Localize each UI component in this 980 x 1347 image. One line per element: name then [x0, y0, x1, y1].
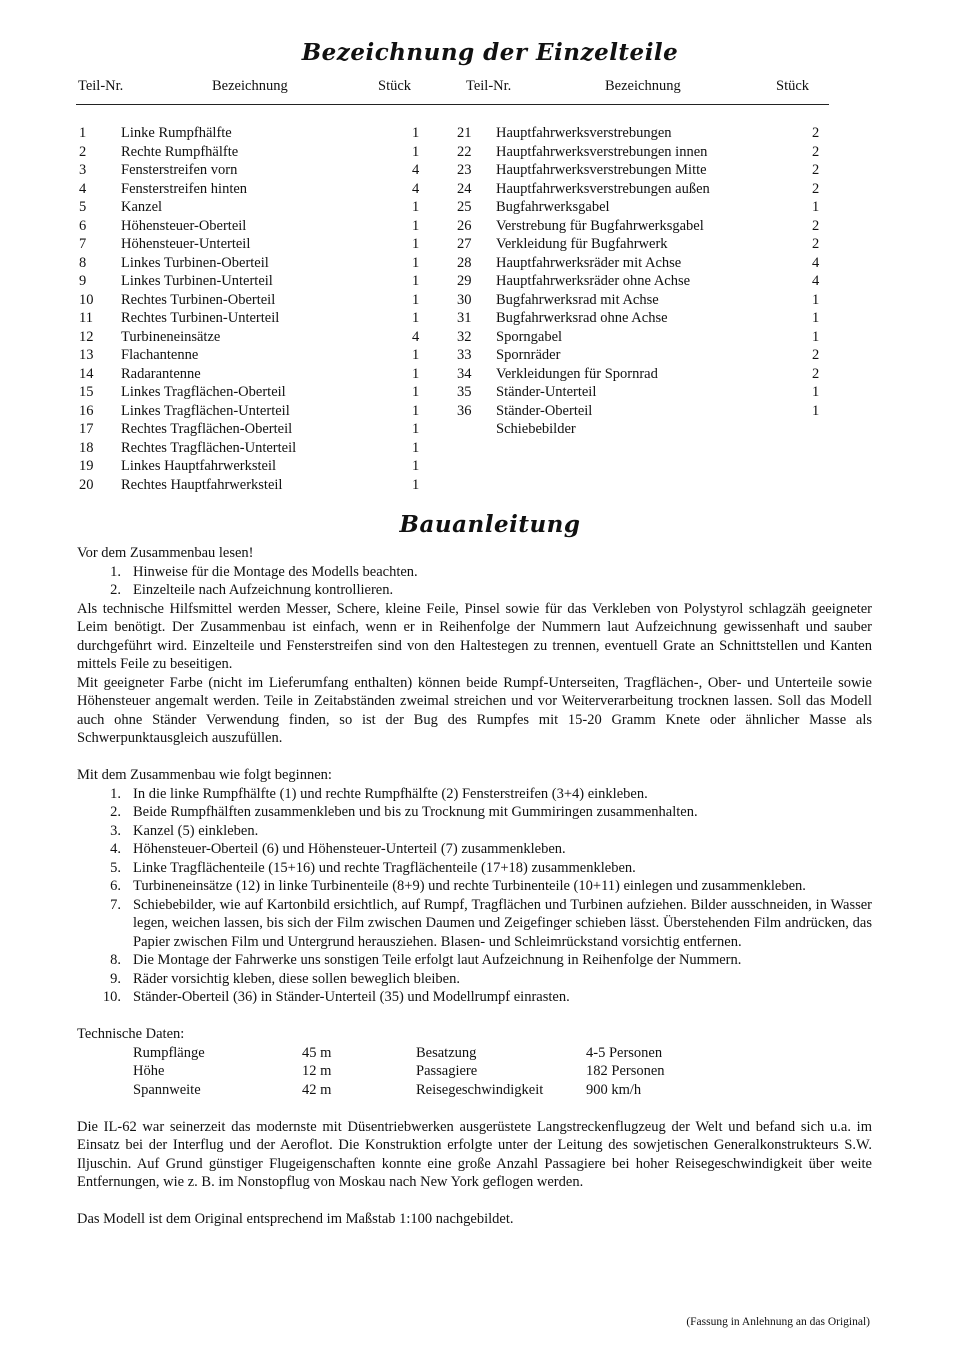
- part-number: 34: [457, 365, 472, 382]
- part-quantity: 1: [412, 365, 420, 382]
- part-quantity: 4: [412, 328, 420, 345]
- part-row: [0, 365, 440, 384]
- part-number: 32: [457, 328, 472, 345]
- tech-v1: 42 m: [302, 1081, 332, 1098]
- item-text: Ständer-Oberteil (36) in Ständer-Unterteil (35) und Modellrumpf einrasten.: [133, 989, 570, 1005]
- item-number: 1.: [110, 785, 121, 802]
- tech-l1: Spannweite: [133, 1081, 201, 1098]
- part-quantity: 1: [812, 402, 820, 419]
- part-row: [440, 217, 840, 236]
- part-row: [0, 420, 440, 439]
- part-name: Hauptfahrwerksverstrebungen Mitte: [496, 162, 707, 178]
- part-row: [0, 328, 440, 347]
- list-item: [77, 840, 872, 859]
- part-number: 27: [457, 236, 472, 252]
- part-name: Sporngabel: [496, 328, 563, 345]
- tech-v2: 4-5 Personen: [586, 1044, 663, 1061]
- list-item: [77, 581, 872, 600]
- part-number: 21: [457, 125, 472, 141]
- tech-v1: 12 m: [302, 1063, 332, 1079]
- part-number: 26: [457, 217, 472, 234]
- parts-list-right: [440, 124, 840, 439]
- item-text: Kanzel (5) einkleben.: [133, 822, 259, 839]
- part-name: Radarantenne: [121, 365, 201, 382]
- part-row: [0, 235, 440, 254]
- part-name: Höhensteuer-Unterteil: [121, 236, 251, 252]
- part-row: [440, 291, 840, 310]
- part-number: 9: [79, 273, 87, 289]
- part-quantity: 1: [412, 273, 420, 289]
- instructions-section: [77, 544, 872, 1229]
- part-number: 29: [457, 273, 472, 289]
- part-quantity: 2: [812, 365, 820, 382]
- part-number: 6: [79, 217, 87, 234]
- item-text: Linke Tragflächenteile (15+16) und rechte Tragflächenteile (17+18) zusammenkleben.: [133, 859, 636, 876]
- part-quantity: 2: [812, 217, 820, 234]
- part-number: 14: [79, 365, 94, 382]
- header-name-right: Bezeichnung: [605, 78, 681, 94]
- part-number: 7: [79, 236, 87, 252]
- tech-row: [77, 1062, 872, 1081]
- item-number: 3.: [110, 822, 121, 839]
- part-name: Hauptfahrwerksräder mit Achse: [496, 254, 682, 271]
- part-name: Verkleidungen für Spornrad: [496, 365, 658, 382]
- list-item: [77, 785, 872, 804]
- steps-heading: Mit dem Zusammenbau wie folgt beginnen:: [77, 767, 332, 783]
- part-number: 3: [79, 162, 87, 178]
- item-text: Beide Rumpfhälften zusammenkleben und bis zu Trocknung mit Gummiringen zusammenhalten.: [133, 804, 698, 820]
- assembly-steps-list: [77, 785, 872, 1007]
- part-quantity: 1: [812, 199, 820, 215]
- part-quantity: 2: [812, 162, 820, 178]
- part-quantity: 1: [412, 310, 420, 326]
- part-name: Höhensteuer-Oberteil: [121, 217, 247, 234]
- part-number: 24: [457, 180, 472, 197]
- part-number: 12: [79, 328, 94, 345]
- tech-data-table: [77, 1044, 872, 1100]
- part-row: [0, 124, 440, 143]
- part-name: Linke Rumpfhälfte: [121, 125, 232, 141]
- part-quantity: 1: [412, 254, 420, 271]
- part-name: Verkleidung für Bugfahrwerk: [496, 236, 668, 252]
- part-quantity: 2: [812, 236, 820, 252]
- part-quantity: 1: [812, 310, 820, 326]
- part-quantity: 1: [412, 217, 420, 234]
- part-number: 36: [457, 402, 472, 419]
- part-row: [0, 272, 440, 291]
- part-name: Rechtes Turbinen-Unterteil: [121, 310, 280, 326]
- list-item: [77, 877, 872, 896]
- item-text: Schiebebilder, wie auf Kartonbild ersichtlich, auf Rumpf, Tragflächen und Turbinen aufziehen. Bilder ausschneiden, in Wasser legen, weichen lassen, bis sich der Film zwischen Daumen und Zeigefinger schieben lässt. Überstehenden Film andrücken, das Papier zwischen Film und Untergrund herausziehen. Blasen- und Schleimrückstand vorsichtig entfernen.: [133, 896, 872, 950]
- part-name: Schiebebilder: [496, 421, 576, 437]
- history-paragraph: Die IL-62 war seinerzeit das modernste mit Düsentriebwerken ausgerüstete Langstreckenflugzeug der Welt und befand sich u.a. im Einsatz bei der Interflug und der Aeroflot. Die Konstruktion erfolgte unter der Leitung des sowjetischen Generalkonstrukteurs S.W. Iljuschin. Auf Grund günstiger Flugeigenschaften konnte eine große Anzahl Passagiere bei hoher Reisegeschwindigkeit über weite Entfernungen, wie z. B. im Nonstopflug von Moskau nach New York geflogen werden.: [77, 1118, 872, 1190]
- part-quantity: 4: [812, 254, 820, 271]
- item-number: 9.: [110, 970, 121, 987]
- part-quantity: 1: [412, 236, 420, 252]
- part-quantity: 1: [812, 328, 820, 345]
- part-name: Fensterstreifen vorn: [121, 162, 238, 178]
- tech-heading: Technische Daten:: [77, 1026, 185, 1042]
- part-quantity: 1: [412, 125, 420, 141]
- part-number: 15: [79, 384, 94, 400]
- part-name: Ständer-Unterteil: [496, 384, 597, 400]
- part-number: 20: [79, 476, 94, 493]
- parts-list-left: [0, 124, 440, 494]
- list-item: [77, 563, 872, 582]
- part-row: [0, 143, 440, 162]
- tech-v2: 900 km/h: [586, 1081, 642, 1098]
- parts-title: Bezeichnung der Einzelteile: [301, 39, 679, 66]
- part-quantity: 1: [412, 347, 420, 363]
- part-row: [440, 346, 840, 365]
- part-row: [440, 161, 840, 180]
- part-number: 13: [79, 347, 94, 363]
- part-number: 5: [79, 199, 87, 215]
- part-row: [0, 457, 440, 476]
- part-name: Linkes Hauptfahrwerksteil: [121, 458, 277, 474]
- list-item: [77, 951, 872, 970]
- item-text: In die linke Rumpfhälfte (1) und rechte Rumpfhälfte (2) Fensterstreifen (3+4) einkleben.: [133, 785, 648, 802]
- part-number: 11: [79, 310, 93, 326]
- part-row: [0, 254, 440, 273]
- part-name: Hauptfahrwerksverstrebungen innen: [496, 143, 708, 160]
- item-number: 2.: [110, 582, 121, 598]
- part-row: [440, 272, 840, 291]
- part-row: [440, 309, 840, 328]
- part-quantity: 1: [412, 199, 420, 215]
- part-quantity: 1: [812, 384, 820, 400]
- part-row: [440, 143, 840, 162]
- tech-l1: Höhe: [133, 1063, 165, 1079]
- part-number: 17: [79, 421, 94, 437]
- item-number: 6.: [110, 878, 121, 894]
- part-row: [0, 180, 440, 199]
- part-quantity: 1: [412, 291, 420, 308]
- part-name: Linkes Turbinen-Unterteil: [121, 273, 273, 289]
- item-number: 2.: [110, 804, 121, 820]
- part-name: Linkes Turbinen-Oberteil: [121, 254, 269, 271]
- header-divider: [76, 104, 829, 105]
- part-name: Kanzel: [121, 199, 163, 215]
- item-number: 1.: [110, 563, 121, 580]
- part-number: 2: [79, 143, 87, 160]
- tech-v2: 182 Personen: [586, 1063, 665, 1079]
- tech-l2: Besatzung: [416, 1044, 477, 1061]
- tech-row: [77, 1081, 872, 1100]
- part-name: Ständer-Oberteil: [496, 402, 593, 419]
- list-item: [77, 988, 872, 1007]
- part-name: Hauptfahrwerksverstrebungen: [496, 125, 672, 141]
- part-number: 23: [457, 162, 472, 178]
- item-number: 10.: [102, 989, 121, 1005]
- part-row: [440, 365, 840, 384]
- item-number: 4.: [110, 841, 121, 857]
- part-name: Spornräder: [496, 347, 561, 363]
- part-row: [0, 402, 440, 421]
- part-row: [0, 476, 440, 495]
- part-name: Verstrebung für Bugfahrwerksgabel: [496, 217, 704, 234]
- part-name: Rechtes Hauptfahrwerksteil: [121, 476, 283, 493]
- part-name: Rechtes Turbinen-Oberteil: [121, 291, 276, 308]
- part-name: Rechtes Tragflächen-Unterteil: [121, 439, 297, 456]
- part-name: Bugfahrwerksgabel: [496, 199, 610, 215]
- list-item: [77, 970, 872, 989]
- part-name: Hauptfahrwerksräder ohne Achse: [496, 273, 691, 289]
- tech-l2: Passagiere: [416, 1063, 478, 1079]
- part-row: [440, 235, 840, 254]
- list-item: [77, 896, 872, 952]
- item-text: Turbineneinsätze (12) in linke Turbinenteile (8+9) und rechte Turbinenteile (10+11) einlegen und zusammenkleben.: [133, 878, 806, 894]
- list-item: [77, 803, 872, 822]
- intro-paragraph: Mit geeigneter Farbe (nicht im Lieferumfang enthalten) können beide Rumpf-Unterseiten, Tragflächen-, Ober- und Unterteile sowie Höhensteuer angemalt werden. Teile in Zeitabständen zweimal streichen und vor Weiterverarbeitung trocknen lassen. Soll das Modell auch ohne Ständer Verwendung finden, so ist der Bug des Rumpfes mit 15-20 Gramm Knete oder ähnlicher Masse als Schwerpunktausgleich auszufüllen.: [77, 674, 872, 746]
- part-number: 18: [79, 439, 94, 456]
- part-row: [440, 254, 840, 273]
- part-number: 19: [79, 458, 94, 474]
- part-quantity: 1: [412, 421, 420, 437]
- part-name: Linkes Tragflächen-Unterteil: [121, 402, 290, 419]
- part-row: [440, 383, 840, 402]
- part-quantity: 1: [412, 384, 420, 400]
- part-quantity: 1: [412, 476, 420, 493]
- part-quantity: 4: [812, 273, 820, 289]
- part-number: 4: [79, 180, 87, 197]
- part-quantity: 2: [812, 143, 820, 160]
- part-row: [440, 198, 840, 217]
- part-number: 31: [457, 310, 472, 326]
- item-text: Die Montage der Fahrwerke uns sonstigen Teile erfolgt laut Aufzeichnung in Reihenfolge der Nummern.: [133, 952, 742, 968]
- scale-note: Das Modell ist dem Original entsprechend im Maßstab 1:100 nachgebildet.: [77, 1211, 514, 1227]
- part-name: Rechte Rumpfhälfte: [121, 143, 239, 160]
- part-name: Bugfahrwerksrad ohne Achse: [496, 310, 668, 326]
- item-number: 8.: [110, 952, 121, 968]
- footnote: (Fassung in Anlehnung an das Original): [686, 1316, 870, 1328]
- part-name: Rechtes Tragflächen-Oberteil: [121, 421, 293, 437]
- part-number: 22: [457, 143, 472, 160]
- part-quantity: 2: [812, 125, 820, 141]
- tech-l1: Rumpflänge: [133, 1044, 205, 1061]
- part-name: Flachantenne: [121, 347, 199, 363]
- part-name: Turbineneinsätze: [121, 328, 221, 345]
- part-quantity: 1: [412, 143, 420, 160]
- list-item: [77, 859, 872, 878]
- part-row: [0, 291, 440, 310]
- pre-heading: Vor dem Zusammenbau lesen!: [77, 545, 254, 561]
- item-text: Höhensteuer-Oberteil (6) und Höhensteuer-Unterteil (7) zusammenkleben.: [133, 841, 566, 857]
- header-qty-right: Stück: [776, 78, 810, 94]
- header-qty-left: Stück: [378, 78, 412, 94]
- header-name-left: Bezeichnung: [212, 78, 288, 94]
- part-row: [440, 402, 840, 421]
- item-text: Einzelteile nach Aufzeichnung kontrollieren.: [133, 582, 394, 598]
- part-number: 28: [457, 254, 472, 271]
- intro-paragraph: Als technische Hilfsmittel werden Messer, Schere, kleine Feile, Pinsel sowie für das Verkleben von Polystyrol schlagzäh geeigneter Leim benötigt. Der Zusammenbau ist einfach, wenn er in Reihenfolge der Nummern laut Aufzeichnung gewissenhaft und sauber durchgeführt wird. Einzelteile und Fensterstreifen sind von den Haltestegen zu trennen, eventuell Grate an Schnittstellen und Kanten mittels Feile zu beseitigen.: [77, 600, 872, 672]
- part-number: 33: [457, 347, 472, 363]
- part-quantity: 2: [812, 180, 820, 197]
- part-number: 30: [457, 291, 472, 308]
- part-name: Fensterstreifen hinten: [121, 180, 248, 197]
- part-quantity: 1: [412, 402, 420, 419]
- part-row: [440, 124, 840, 143]
- part-row: [0, 217, 440, 236]
- part-row: [0, 439, 440, 458]
- part-number: 25: [457, 199, 472, 215]
- part-quantity: 4: [412, 180, 420, 197]
- part-quantity: 1: [412, 439, 420, 456]
- part-number: 16: [79, 402, 94, 419]
- part-quantity: 4: [412, 162, 420, 178]
- part-row: [0, 198, 440, 217]
- part-row: [0, 309, 440, 328]
- assembly-title: Bauanleitung: [399, 511, 581, 538]
- part-name: Linkes Tragflächen-Oberteil: [121, 384, 286, 400]
- part-name: Hauptfahrwerksverstrebungen außen: [496, 180, 710, 197]
- part-number: 1: [79, 125, 87, 141]
- item-text: Räder vorsichtig kleben, diese sollen beweglich bleiben.: [133, 970, 460, 987]
- part-quantity: 2: [812, 347, 820, 363]
- tech-l2: Reisegeschwindigkeit: [416, 1081, 544, 1098]
- intro-paragraphs: [77, 600, 872, 748]
- part-row: [0, 346, 440, 365]
- header-part-number-left: Teil-Nr.: [78, 78, 124, 94]
- part-row: [440, 420, 840, 439]
- part-quantity: 1: [412, 458, 420, 474]
- item-number: 7.: [110, 896, 121, 913]
- part-row: [0, 383, 440, 402]
- part-row: [0, 161, 440, 180]
- item-number: 5.: [110, 859, 121, 876]
- header-part-number-right: Teil-Nr.: [466, 78, 512, 94]
- part-number: 8: [79, 254, 87, 271]
- tech-row: [77, 1044, 872, 1063]
- pre-steps-list: [77, 563, 872, 600]
- item-text: Hinweise für die Montage des Modells beachten.: [133, 563, 418, 580]
- part-quantity: 1: [812, 291, 820, 308]
- part-name: Bugfahrwerksrad mit Achse: [496, 291, 659, 308]
- list-item: [77, 822, 872, 841]
- part-number: 10: [79, 291, 94, 308]
- tech-v1: 45 m: [302, 1044, 332, 1061]
- part-row: [440, 180, 840, 199]
- part-row: [440, 328, 840, 347]
- part-number: 35: [457, 384, 472, 400]
